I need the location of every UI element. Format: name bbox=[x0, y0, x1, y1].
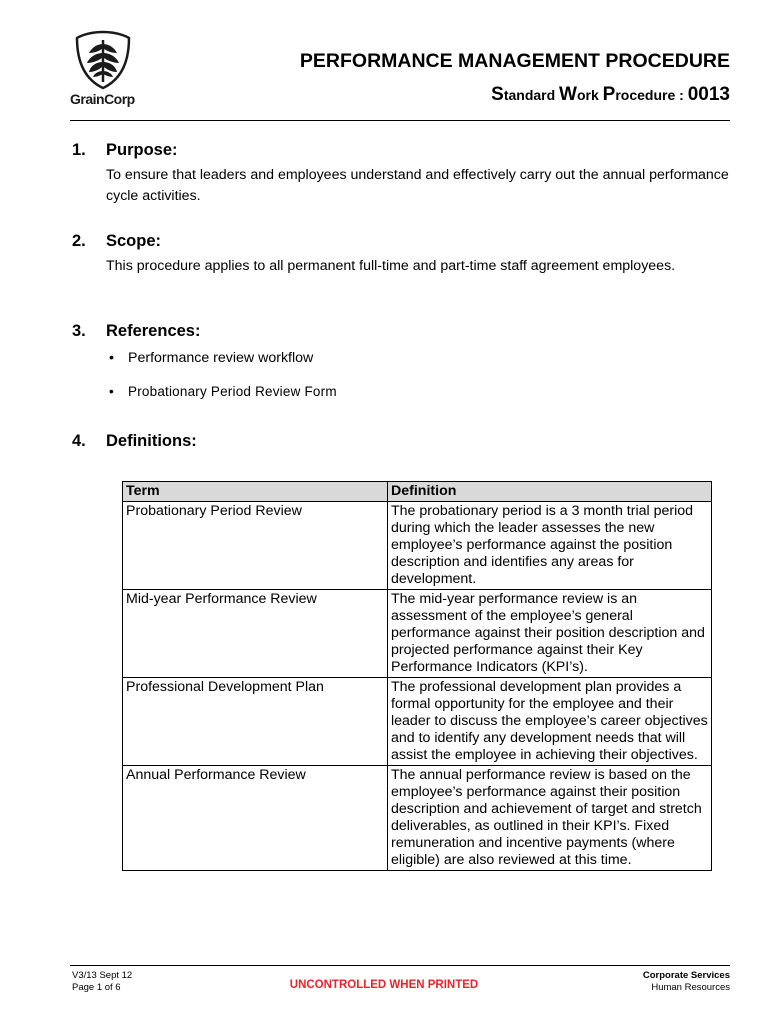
scope-heading: 2. Scope: bbox=[72, 232, 162, 250]
definition-cell: The professional development plan provides a formal opportunity for the employee and their leader to discuss the employee’s career objectives and to identify any development needs that will assist the employee in achieving their objectives. bbox=[388, 678, 712, 766]
document-title: PERFORMANCE MANAGEMENT PROCEDURE bbox=[299, 50, 730, 72]
wheat-shield-icon bbox=[72, 30, 134, 90]
definition-cell: The probationary period is a 3 month trial period during which the leader assesses the new employee’s performance against the position description and identifies any areas for development. bbox=[388, 502, 712, 590]
term-column-header: Term bbox=[123, 482, 388, 502]
table-row bbox=[123, 766, 712, 871]
department-label: Corporate Services bbox=[642, 970, 730, 981]
definition-column-header: Definition bbox=[388, 482, 712, 502]
scope-body: This procedure applies to all permanent full-time and part-time staff agreement employees. bbox=[106, 258, 676, 274]
purpose-body: To ensure that leaders and employees understand and effectively carry out the annual performance cycle activities. bbox=[106, 167, 729, 204]
term-cell: Probationary Period Review bbox=[123, 502, 388, 590]
page-number: Page 1 of 6 bbox=[72, 982, 121, 993]
document-subtitle: Standard Work Procedure : 0013 bbox=[491, 84, 730, 105]
definitions-heading: 4. Definitions: bbox=[72, 432, 197, 450]
purpose-heading: 1. Purpose: bbox=[72, 141, 178, 159]
definitions-table bbox=[122, 481, 712, 871]
reference-item-review-form: • Probationary Period Review Form bbox=[106, 381, 732, 402]
table-header-row bbox=[123, 482, 712, 502]
term-cell: Mid-year Performance Review bbox=[123, 590, 388, 678]
header-divider bbox=[70, 120, 730, 121]
footer-department bbox=[643, 970, 730, 994]
table-row bbox=[123, 678, 712, 766]
version-label: V3/13 Sept 12 bbox=[72, 970, 133, 981]
references-heading: 3. References: bbox=[72, 322, 201, 340]
term-cell: Annual Performance Review bbox=[123, 766, 388, 871]
uncontrolled-notice: UNCONTROLLED WHEN PRINTED bbox=[289, 979, 479, 991]
term-cell: Professional Development Plan bbox=[123, 678, 388, 766]
definition-cell: The annual performance review is based on the employee’s performance against their position description and achievement of target and stretch deliverables, as outlined in their KPI’s. Fixed remuneration and incentive payments (where eligible) are also reviewed at this time. bbox=[388, 766, 712, 871]
scope-section bbox=[72, 232, 732, 277]
references-section bbox=[72, 322, 732, 402]
table-row bbox=[123, 590, 712, 678]
subdepartment-label: Human Resources bbox=[651, 982, 730, 993]
definition-cell: The mid-year performance review is an assessment of the employee’s general performance against their position description and projected performance against their Key Performance Indicators (KPI’s). bbox=[388, 590, 712, 678]
table-row bbox=[123, 502, 712, 590]
definitions-section bbox=[72, 432, 732, 451]
graincorp-logo bbox=[70, 30, 140, 110]
reference-item-workflow: • Performance review workflow bbox=[106, 348, 732, 369]
references-list bbox=[106, 348, 732, 402]
footer-divider bbox=[70, 965, 730, 966]
purpose-section bbox=[72, 141, 732, 207]
logo-text: GrainCorp bbox=[70, 91, 135, 107]
